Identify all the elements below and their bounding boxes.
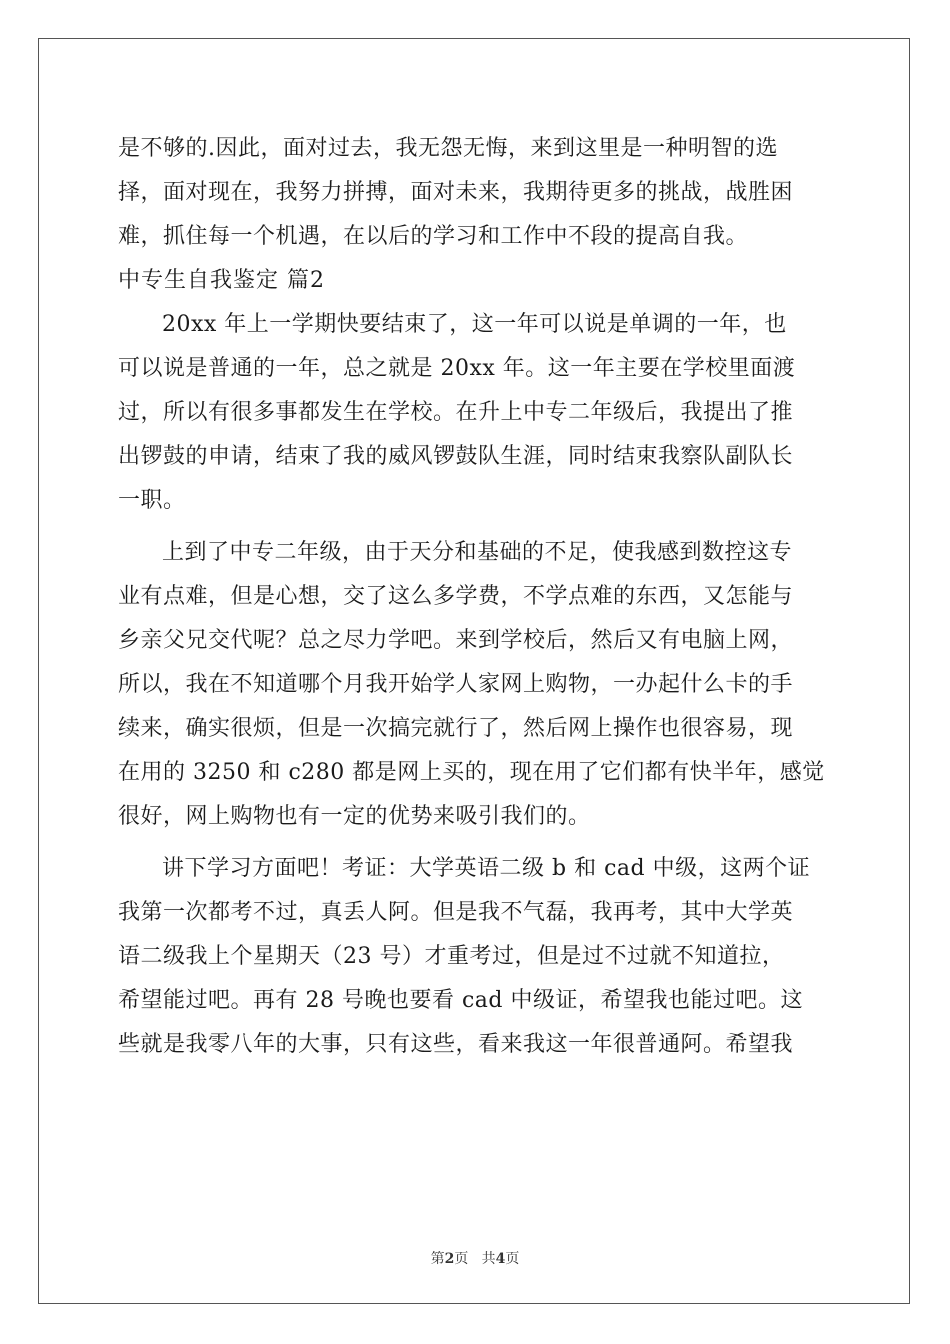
document-body: [118, 127, 838, 1067]
page-footer: [0, 1248, 950, 1268]
total-label-suffix: 页: [505, 1251, 520, 1267]
paragraph-first-line: 讲下学习方面吧！考证：大学英语二级 b 和 cad 中级，这两个证: [162, 856, 811, 881]
text-line: 乡亲父兄交代呢？总之尽力学吧。来到学校后，然后又有电脑上网，: [118, 628, 794, 653]
text-line: 在用的 3250 和 c280 都是网上买的，现在用了它们都有快半年，感觉: [118, 760, 825, 785]
paragraph-gap: [118, 523, 838, 531]
text-line: 过，所以有很多事都发生在学校。在升上中专二年级后，我提出了推: [118, 400, 794, 425]
page-label-suffix: 页: [454, 1251, 469, 1267]
text-line: 可以说是普通的一年，总之就是 20xx 年。这一年主要在学校里面渡: [118, 356, 796, 381]
text-line: 续来，确实很烦，但是一次搞完就行了，然后网上操作也很容易，现: [118, 716, 794, 741]
paragraph-first-line: 上到了中专二年级，由于天分和基础的不足，使我感到数控这专: [162, 540, 793, 565]
text-line: 语二级我上个星期天（23 号）才重考过，但是过不过就不知道拉，: [118, 944, 785, 969]
text-line: 业有点难，但是心想，交了这么多学费，不学点难的东西，又怎能与: [118, 584, 794, 609]
text-line: 择，面对现在，我努力拼搏，面对未来，我期待更多的挑战，战胜困: [118, 180, 794, 205]
section-heading: 中专生自我鉴定 篇2: [118, 268, 325, 293]
text-line: 很好，网上购物也有一定的优势来吸引我们的。: [118, 804, 591, 829]
text-line: 我第一次都考不过，真丢人阿。但是我不气磊，我再考，其中大学英: [118, 900, 794, 925]
text-line: 难，抓住每一个机遇，在以后的学习和工作中不段的提高自我。: [118, 224, 749, 249]
total-pages: 4: [495, 1251, 506, 1267]
page-number: 2: [444, 1251, 455, 1267]
text-line: 是不够的.因此，面对过去，我无怨无悔，来到这里是一种明智的选: [118, 136, 778, 161]
text-line: 所以，我在不知道哪个月我开始学人家网上购物，一办起什么卡的手: [118, 672, 794, 697]
page-label-prefix: 第: [430, 1251, 445, 1267]
text-line: 希望能过吧。再有 28 号晚也要看 cad 中级证，希望我也能过吧。这: [118, 988, 803, 1013]
total-label-prefix: 共: [481, 1251, 496, 1267]
text-line: 些就是我零八年的大事，只有这些，看来我这一年很普通阿。希望我: [118, 1032, 794, 1057]
text-line: 一职。: [118, 488, 186, 513]
text-line: 出锣鼓的申请，结束了我的威风锣鼓队生涯，同时结束我察队副队长: [118, 444, 794, 469]
paragraph-first-line: 20xx 年上一学期快要结束了，这一年可以说是单调的一年，也: [162, 312, 787, 337]
paragraph-gap: [118, 839, 838, 847]
